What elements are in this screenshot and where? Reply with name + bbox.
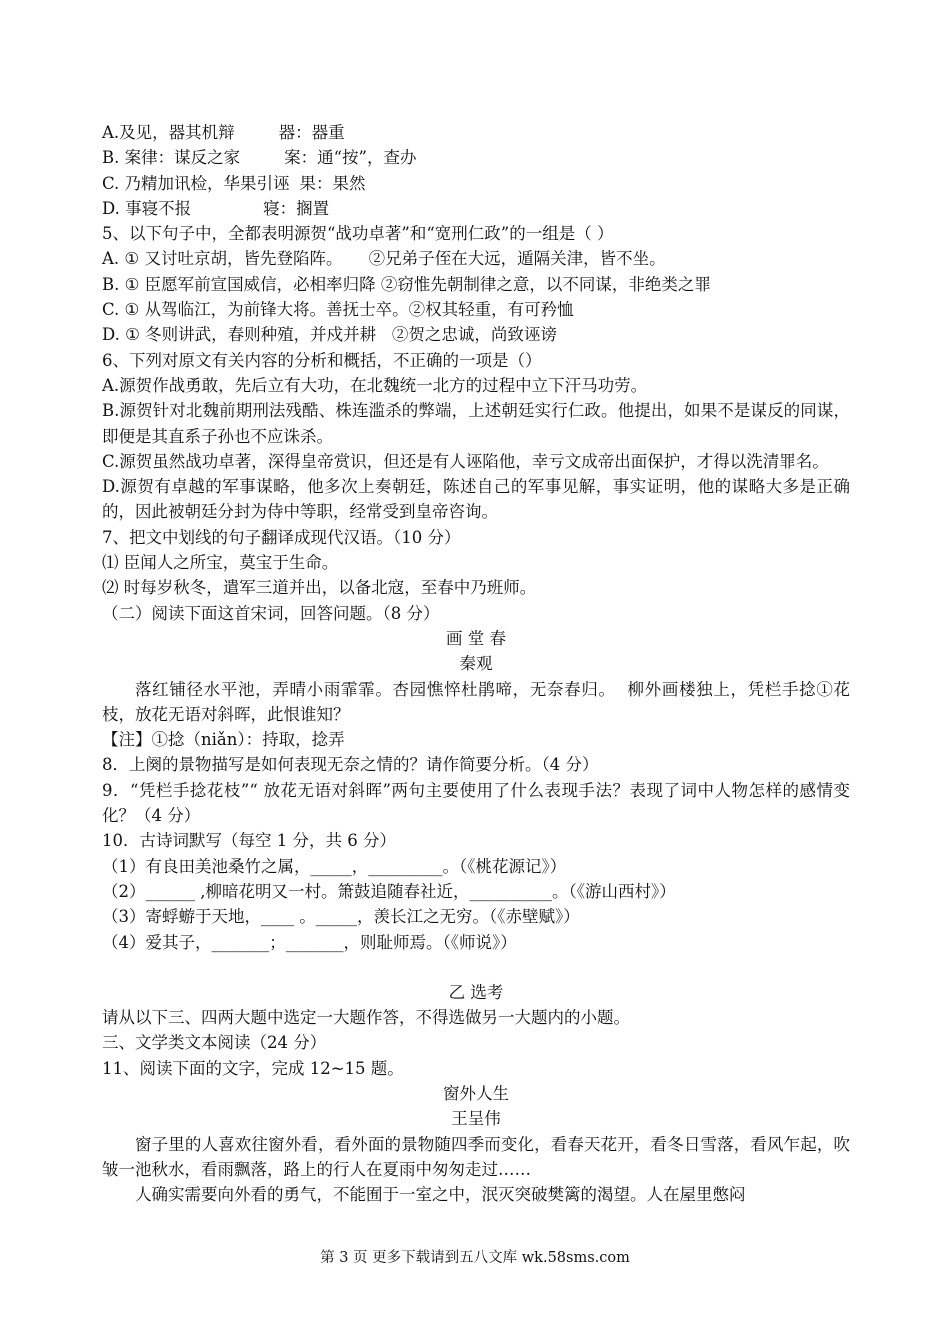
poem-intro: （二）阅读下面这首宋词，回答问题。（8 分） xyxy=(102,603,440,623)
q7-stem: 7、把文中划线的句子翻译成现代汉语。（10 分） xyxy=(102,527,461,547)
q4-option-d: D. 事寝不报 寝：搁置 xyxy=(102,198,330,218)
q4-option-b: B. 案律：谋反之家 案：通“按”，查办 xyxy=(102,148,417,168)
q8: 8．上阕的景物描写是如何表现无奈之情的？请作简要分析。（4 分） xyxy=(102,755,599,775)
q4-option-c: C. 乃精加讯检，华果引诬 果：果然 xyxy=(102,173,366,193)
section-heading: 乙 选考 xyxy=(448,982,504,1002)
document-body xyxy=(102,120,850,1207)
q10-line-3: （3）寄蜉蝣于天地，____ 。_____，羡长江之无穷。（《赤壁赋》） xyxy=(102,907,580,927)
q10-line-4: （4）爱其子，_______；_______，则耻师焉。（《师说》） xyxy=(102,932,517,952)
q10-stem: 10．古诗词默写（每空 1 分，共 6 分） xyxy=(102,831,396,851)
q10-line-2: （2）______ ,柳暗花明又一村。箫鼓追随春社近，__________。（《游山西村》） xyxy=(102,881,676,901)
q7-sentence-2: ⑵ 时每岁秋冬，遣军三道并出，以备北寇，至春中乃班师。 xyxy=(102,578,537,598)
q6-option-b: B.源贺针对北魏前期刑法残酷、株连滥杀的弊端，上述朝廷实行仁政。他提出，如果不是谋反的同谋，即便是其直系子孙也不应诛杀。 xyxy=(102,401,850,446)
q5-option-b: B. ① 臣愿军前宣国威信，必相率归降 ②窃惟先朝制律之意，以不同谋，非绝类之罪 xyxy=(102,274,711,294)
essay-paragraph-1: 窗子里的人喜欢往窗外看，看外面的景物随四季而变化，看春天花开，看冬日雪落，看风乍起，吹皱一池秋水，看雨飘落，路上的行人在夏雨中匆匆走过…… xyxy=(102,1134,850,1179)
page-footer: 第 3 页 更多下载请到五八文库 wk.58sms.com xyxy=(320,1250,630,1266)
q11: 11、阅读下面的文字，完成 12~15 题。 xyxy=(102,1058,404,1078)
poem-author: 秦观 xyxy=(459,654,493,674)
essay-title: 窗外人生 xyxy=(443,1083,509,1103)
q4-option-a: A.及见，器其机辩 器：器重 xyxy=(102,123,345,142)
poem-note: 【注】①捻（niǎn）：持取，捻弄 xyxy=(102,730,345,750)
essay-author: 王呈伟 xyxy=(451,1109,501,1129)
q6-option-c: C.源贺虽然战功卓著，深得皇帝赏识，但还是有人诬陷他，幸亏文成帝出面保护，才得以洗清罪名。 xyxy=(102,451,829,471)
part-3-heading: 三、文学类文本阅读（24 分） xyxy=(102,1033,327,1053)
q6-option-a: A.源贺作战勇敢，先后立有大功，在北魏统一北方的过程中立下汗马功劳。 xyxy=(102,375,648,395)
q5-option-d: D. ① 冬则讲武，春则种殖，并戍并耕 ②贺之忠诚，尚致诬谤 xyxy=(102,325,557,345)
q5-option-a: A. ① 又讨吐京胡，皆先登陷阵。 ②兄弟子侄在大远，遁隔关津，皆不坐。 xyxy=(102,249,666,269)
q6-option-d: D.源贺有卓越的军事谋略，他多次上奏朝廷，陈述自己的军事见解，事实证明，他的谋略大多是正确的，因此被朝廷分封为侍中等职，经常受到皇帝咨询。 xyxy=(102,477,850,522)
q9: 9．“凭栏手捻花枝”“ 放花无语对斜晖”两句主要使用了什么表现手法？表现了词中人物怎样的感情变化？（4 分） xyxy=(102,780,850,826)
poem-body: 落红铺径水平池，弄晴小雨霏霏。杏园憔悴杜鹃啼，无奈春归。 柳外画楼独上，凭栏手捻①花枝，放花无语对斜晖，此恨谁知？ xyxy=(102,679,850,724)
essay-paragraph-2: 人确实需要向外看的勇气，不能囿于一室之中，泯灭突破樊篱的渴望。人在屋里憋闷 xyxy=(135,1185,746,1205)
q6-stem: 6、下列对原文有关内容的分析和概括，不正确的一项是（） xyxy=(102,350,542,370)
blank-line xyxy=(102,955,850,980)
q7-sentence-1: ⑴ 臣闻人之所宝，莫宝于生命。 xyxy=(102,553,339,573)
q10-line-1: （1）有良田美池桑竹之属，_____，_________。（《桃花源记》） xyxy=(102,856,567,876)
q5-option-c: C. ① 从驾临江，为前锋大将。善抚士卒。②权其轻重，有可矜恤 xyxy=(102,300,574,320)
q5-stem: 5、以下句子中，全都表明源贺“战功卓著”和“宽刑仁政”的一组是（ ） xyxy=(102,224,614,244)
poem-title: 画 堂 春 xyxy=(446,628,506,648)
section-instruction: 请从以下三、四两大题中选定一大题作答，不得选做另一大题内的小题。 xyxy=(102,1008,630,1028)
